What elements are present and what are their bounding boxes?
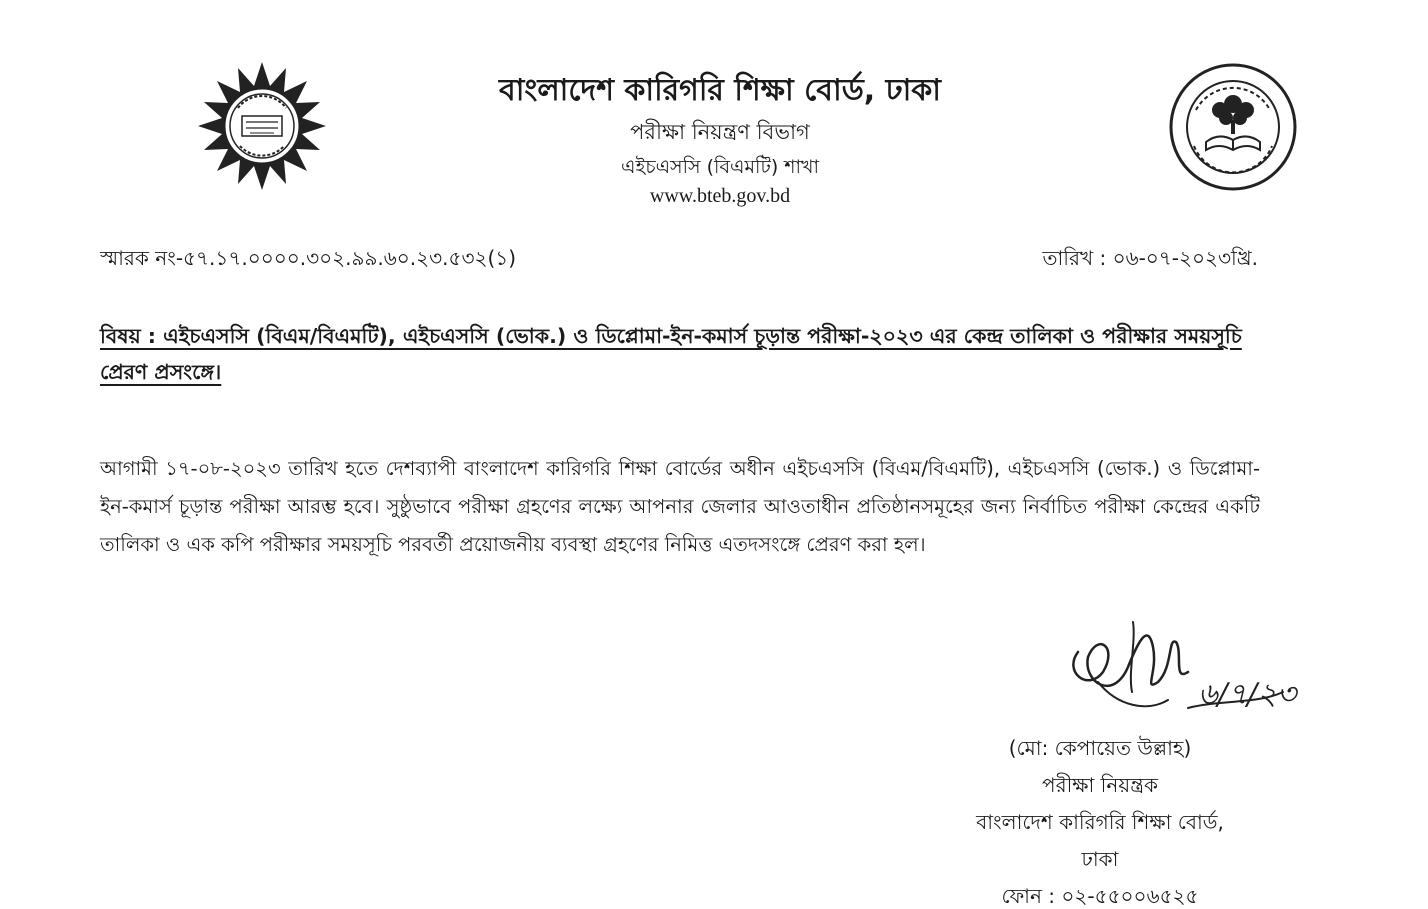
subject-text: বিষয় : এইচএসসি (বিএম/বিএমটি), এইচএসসি (ভোক.) ও ডিপ্লোমা-ইন-কমার্স চূড়ান্ত পরীক্ষা-২০২৩ এর কেন্দ্র তালিকা ও পরীক্ষার সময়সূচি প্রেরণ প্রসংঙ্গে। — [100, 324, 1242, 384]
subject-line — [100, 318, 1260, 390]
org-name: বাংলাদেশ কারিগরি শিক্ষা বোর্ড, ঢাকা — [499, 73, 941, 108]
website-link[interactable]: www.bteb.gov.bd — [649, 185, 791, 207]
signatory-designation: পরীক্ষা নিয়ন্ত্রক — [1042, 773, 1158, 797]
body-paragraph: আগামী ১৭-০৮-২০২৩ তারিখ হতে দেশব্যাপী বাংলাদেশ কারিগরি শিক্ষা বোর্ডের অধীন এইচএসসি (বিএম/বিএমটি), এইচএসসি (ভোক.) ও ডিপ্লোমা-ইন-কমার্স চূড়ান্ত পরীক্ষা আরম্ভ হবে। সুষ্ঠুভাবে পরীক্ষা গ্রহণের লক্ষ্যে আপনার জেলার আওতাধীন প্রতিষ্ঠানসমূহের জন্য নির্বাচিত পরীক্ষা কেন্দ্রের একটি তালিকা ও এক কপি পরীক্ষার সময়সূচি পরবর্তী প্রয়োজনীয় ব্যবস্থা গ্রহণের নিমিত্ত এতদসংঙ্গে প্রেরণ করা হল। — [100, 457, 1260, 556]
bteb-seal-icon — [196, 60, 328, 192]
department-name: পরীক্ষা নিয়ন্ত্রণ বিভাগ — [630, 120, 810, 144]
signatory-phone: ফোন : ০২-৫৫০০৬৫২৫ — [1001, 884, 1199, 908]
signatory-block — [930, 730, 1270, 909]
branch-name: এইচএসসি (বিএমটি) শাখা — [620, 156, 820, 178]
signatory-organization: বাংলাদেশ কারিগরি শিক্ষা বোর্ড, — [976, 810, 1224, 834]
signatory-city: ঢাকা — [1081, 847, 1119, 871]
handwritten-signature-icon — [1058, 612, 1298, 730]
signature-date: ৬/৭/২৩ — [1198, 677, 1297, 712]
signatory-name: (মো: কেপায়েত উল্লাহ) — [1008, 736, 1192, 760]
memo-date: তারিখ : ০৬-০৭-২০২৩খ্রি. — [1042, 246, 1258, 270]
shikkha-niye-gorbo-desh-logo-icon — [1168, 62, 1298, 192]
memo-number: স্মারক নং-৫৭.১৭.০০০০.৩০২.৯৯.৬০.২৩.৫৩২(১) — [100, 246, 517, 270]
